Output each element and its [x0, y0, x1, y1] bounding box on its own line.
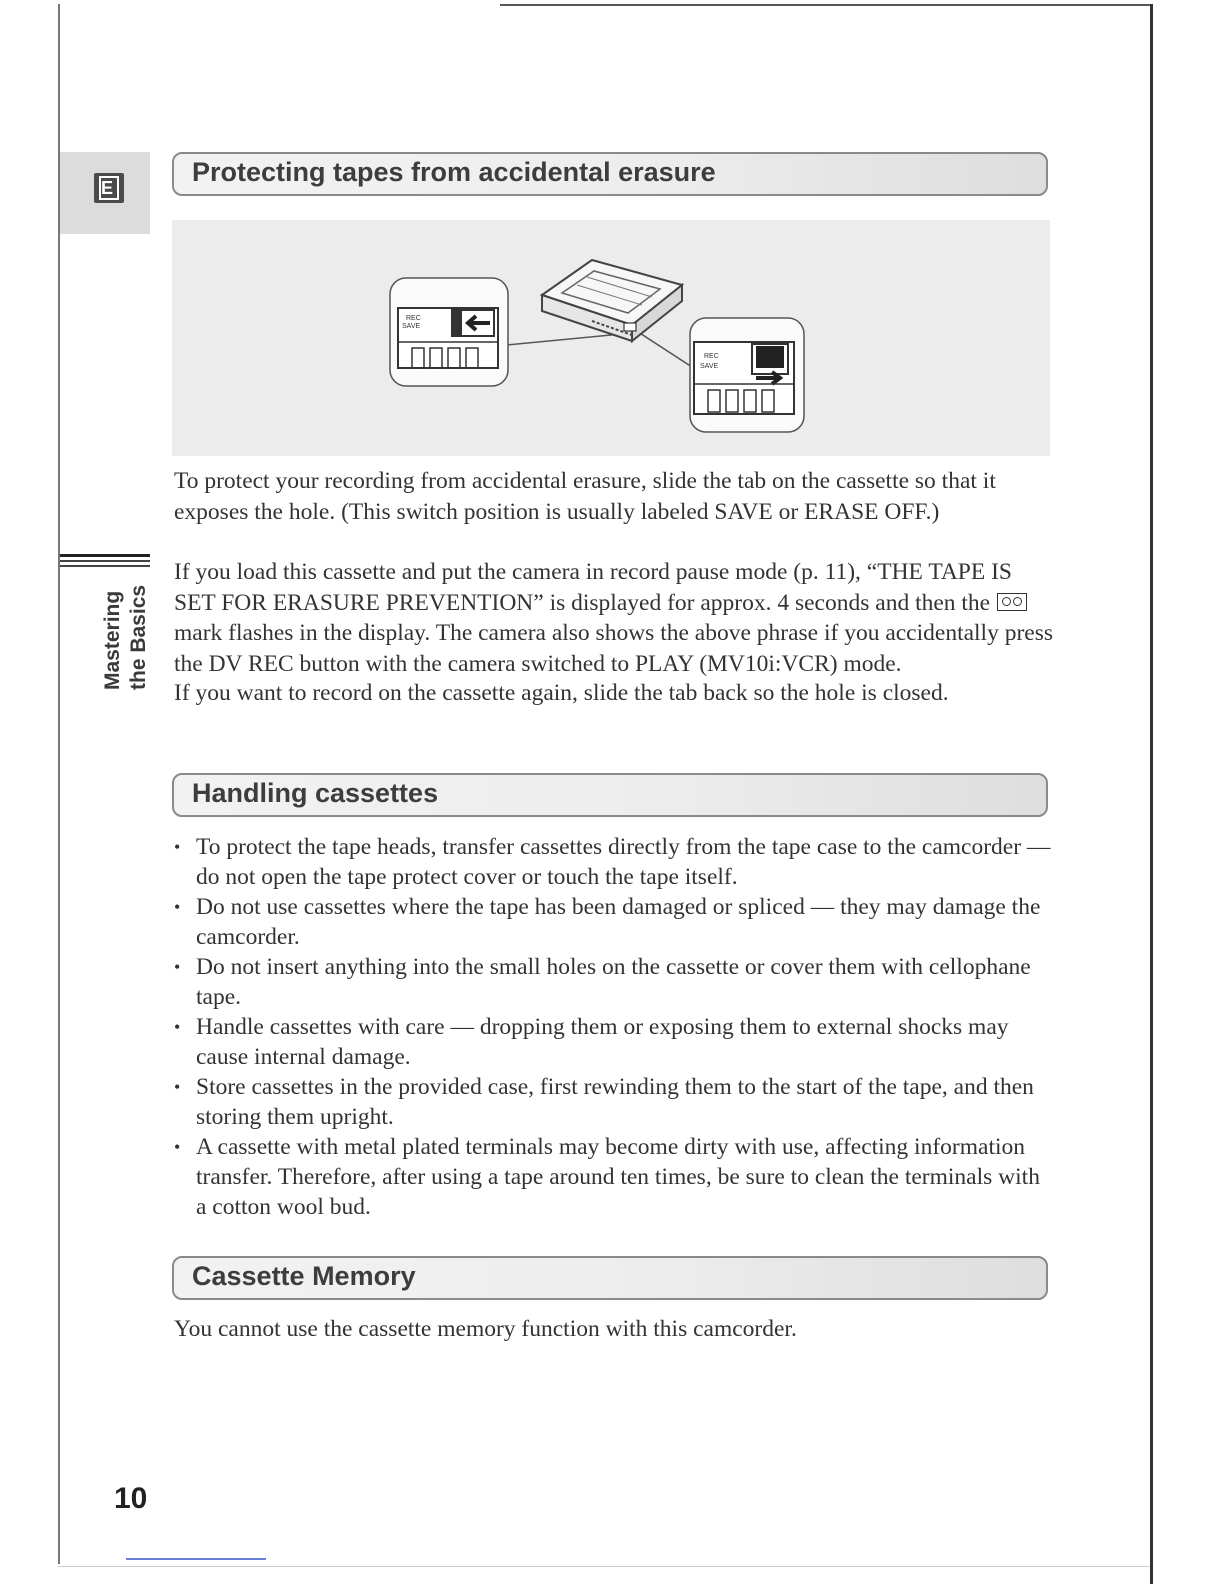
page-number: 10 [114, 1482, 148, 1515]
protect-paragraph-3: If you want to record on the cassette again, slide the tab back so the hole is closed. [174, 680, 949, 706]
list-item: • Do not insert anything into the small holes on the cassette or cover them with cellophane tape. [172, 952, 1052, 1012]
page-frame-right [1150, 4, 1153, 1584]
heading-handling-cassettes: Handling cassettes [172, 773, 1048, 817]
page-frame-bottom [58, 1566, 1150, 1567]
handling-list [172, 832, 1052, 1222]
list-item: • Do not use cassettes where the tape has been damaged or spliced — they may damage the camcorder. [172, 892, 1052, 952]
side-section-label: Mastering the Basics [101, 584, 150, 690]
list-item: • To protect the tape heads, transfer cassettes directly from the tape case to the camcorder — do not open the tape protect cover or touch the tape itself. [172, 832, 1052, 892]
svg-text:SAVE: SAVE [402, 323, 421, 330]
list-item: • A cassette with metal plated terminals may become dirty with use, affecting information transfer. Therefore, after using a tape around ten times, be sure to clean the terminals with a cotton wool bud. [172, 1132, 1052, 1222]
tab-closed-inset [390, 278, 508, 386]
erasure-prevention-mark-icon [997, 593, 1027, 611]
memory-text: You cannot use the cassette memory function with this camcorder. [174, 1316, 797, 1342]
protect-paragraph-2 [174, 557, 1054, 679]
protect-paragraph-2-start: If you load this cassette and put the camera in record pause mode (p. 11), “THE TAPE IS SET FOR ERASURE PREVENTION” is displayed for approx. 4 seconds and then the [174, 559, 1012, 616]
svg-text:REC: REC [704, 353, 719, 360]
page-frame-top [500, 4, 1150, 6]
cassette-diagram [172, 220, 1050, 456]
bottom-accent-line [126, 1558, 266, 1560]
tab-open-inset [690, 318, 804, 432]
protect-paragraph-1: To protect your recording from accidental erasure, slide the tab on the cassette so that it exposes the hole. (This switch position is usually labeled SAVE or ERASE OFF.) [174, 468, 996, 525]
side-bars [60, 554, 150, 570]
list-item: • Handle cassettes with care — dropping them or exposing them to external shocks may cause internal damage. [172, 1012, 1052, 1072]
svg-text:REC: REC [406, 315, 421, 322]
heading-cassette-memory: Cassette Memory [172, 1256, 1048, 1300]
list-item: • Store cassettes in the provided case, first rewinding them to the start of the tape, and then storing them upright. [172, 1072, 1052, 1132]
cassette-icon [542, 260, 682, 341]
heading-protecting-tapes: Protecting tapes from accidental erasure [172, 152, 1048, 196]
cassette-tab-illustration [172, 220, 1050, 456]
section-e-badge: E [94, 173, 124, 203]
protect-paragraph-2-end: mark flashes in the display. The camera also shows the above phrase if you accidentally press the DV REC button with the camera switched to PLAY (MV10i:VCR) mode. [174, 620, 1054, 677]
page-frame-left [58, 4, 60, 1564]
svg-text:SAVE: SAVE [700, 363, 719, 370]
